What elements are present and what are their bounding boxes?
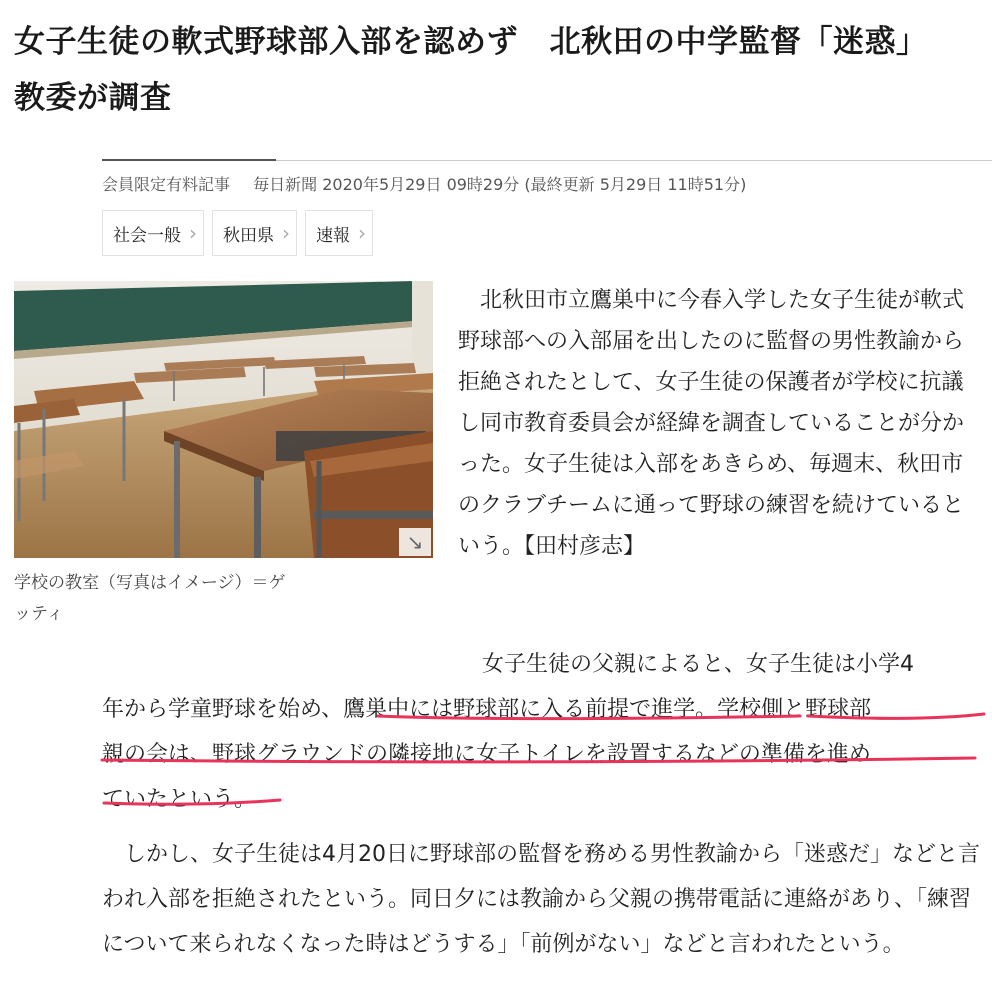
article-paragraph-3: しかし、女子生徒は4月20日に野球部の監督を務める男性教諭から「迷惑だ」などと言われ入部を拒絶されたという。同日夕には教諭から父親の携帯電話に連絡があり、「練習について来られなくなった時はどうする」「前例がない」などと言われたという。 <box>102 842 980 957</box>
meta-rule-accent <box>102 159 276 161</box>
article-photo[interactable] <box>14 281 433 558</box>
caption-line2: ッティ <box>14 604 64 624</box>
expand-arrow-icon[interactable]: ↘ <box>399 528 431 556</box>
tag-link-sokuho[interactable] <box>305 210 373 256</box>
meta-rule <box>276 160 992 161</box>
headline-line1: 女子生徒の軟式野球部入部を認めず 北秋田の中学監督「迷惑」 <box>14 24 928 60</box>
article-meta <box>102 172 746 198</box>
caption-line1: 学校の教室（写真はイメージ）＝ゲ <box>14 573 286 593</box>
publish-date: 2020年5月29日 09時29分 <box>322 175 520 194</box>
article-intro: 北秋田市立鷹巣中に今春入学した女子生徒が軟式野球部への入部届を出したのに監督の男性教諭から拒絶されたとして、女子生徒の保護者が学校に抗議し同市教育委員会が経緯を調査していることが分かった。女子生徒は入部をあきらめ、毎週末、秋田市のクラブチームに通って野球の練習を続けているという。【田村彦志】 <box>458 288 965 559</box>
p2-line1: 女子生徒の父親によると、女子生徒は小学4 <box>482 652 914 677</box>
chevron-right-icon: › <box>358 221 366 245</box>
chevron-right-icon: › <box>282 221 290 245</box>
chevron-right-icon: › <box>189 221 197 245</box>
tag-label: 秋田県 <box>223 225 274 246</box>
classroom-image <box>14 281 433 558</box>
updated-date: (最終更新 5月29日 11時51分) <box>524 175 747 194</box>
tag-list <box>102 210 373 256</box>
article-headline <box>14 14 984 126</box>
tag-label: 速報 <box>316 225 350 246</box>
headline-line2: 教委が調査 <box>14 80 172 116</box>
tag-link-akita[interactable] <box>212 210 297 256</box>
p2-line3: 親の会は、野球グラウンドの隣接地に女子トイレを設置するなどの準備を進め <box>102 742 871 767</box>
source-label: 毎日新聞 <box>253 175 318 194</box>
photo-caption <box>14 568 389 630</box>
p2-line4: ていたという。 <box>102 787 257 812</box>
p2-line2: 年から学童野球を始め、鷹巣中には野球部に入る前提で進学。学校側と野球部 <box>102 697 872 722</box>
tag-label: 社会一般 <box>113 225 181 246</box>
tag-link-shakai[interactable] <box>102 210 204 256</box>
article-paragraph-2 <box>102 642 982 822</box>
paid-article-badge: 会員限定有料記事 <box>102 175 231 194</box>
